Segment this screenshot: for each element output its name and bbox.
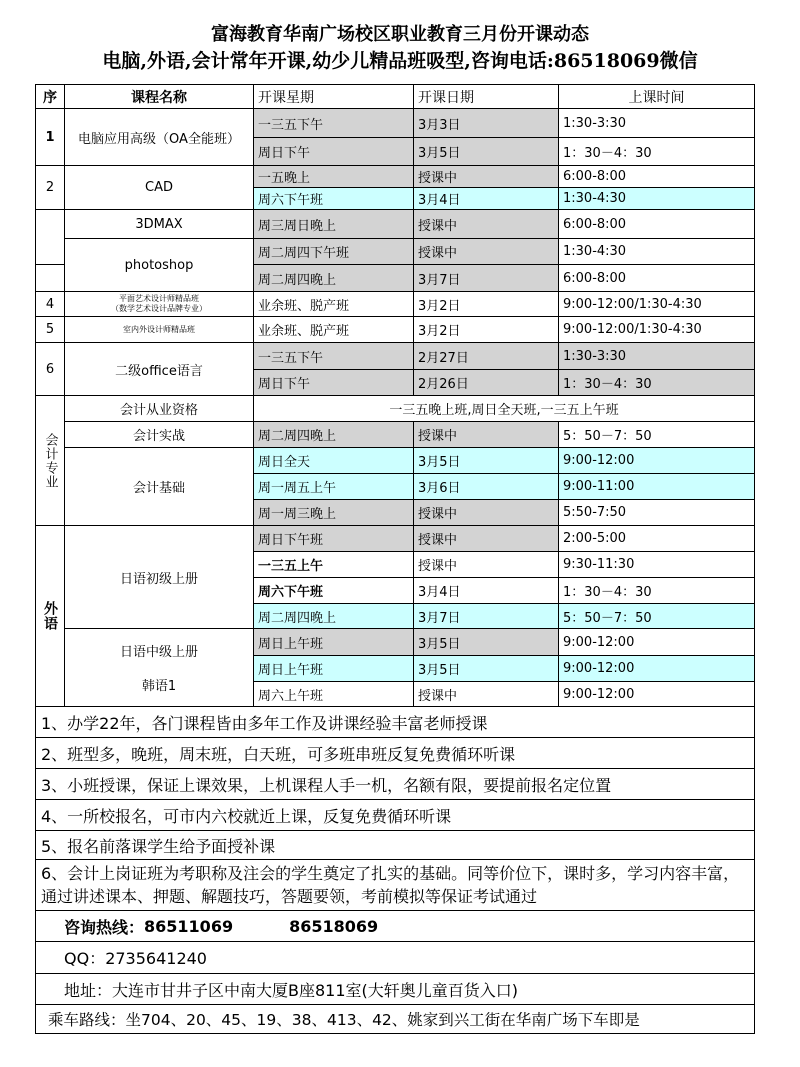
address-row: 地址：大连市甘井子区中南大厦B座811室(大轩奥儿童百货入口) xyxy=(35,973,755,1005)
row-weekday: 周二周四晚上 xyxy=(253,421,414,448)
row-weekday: 周二周四晚上 xyxy=(253,264,414,292)
row-merged-schedule: 一三五晚上班,周日全天班,一三五上午班 xyxy=(253,395,755,422)
page-subtitle: 电脑,外语,会计常年开课,幼少儿精品班吸型,咨询电话:86518069微信 xyxy=(102,50,698,72)
row-weekday: 一三五下午 xyxy=(253,108,414,138)
row-weekday: 业余班、脱产班 xyxy=(253,291,414,317)
course-office: 二级office语言 xyxy=(64,342,254,396)
row-weekday: 周一周三晚上 xyxy=(253,499,414,526)
row-weekday: 周三周日晚上 xyxy=(253,209,414,239)
course-oa: 电脑应用高级（OA全能班） xyxy=(64,108,254,166)
note-2: 2、班型多，晚班，周末班，白天班，可多班串班反复免费循环听课 xyxy=(35,737,755,769)
row-weekday: 业余班、脱产班 xyxy=(253,316,414,343)
row-time: 9:00-12:00 xyxy=(558,447,755,474)
row-date: 3月5日 xyxy=(413,447,559,474)
row-date: 3月4日 xyxy=(413,187,559,210)
row-time: 6:00-8:00 xyxy=(558,165,755,188)
row-time: 1：30－4：30 xyxy=(558,577,755,604)
row-time: 6:00-8:00 xyxy=(558,209,755,239)
row-date: 授课中 xyxy=(413,209,559,239)
row-date: 授课中 xyxy=(413,238,559,265)
row-time: 2:00-5:00 xyxy=(558,525,755,552)
row-date: 3月2日 xyxy=(413,316,559,343)
row-weekday: 周二周四晚上 xyxy=(253,603,414,629)
seq-1: 1 xyxy=(35,108,65,166)
row-weekday: 一五晚上 xyxy=(253,165,414,188)
header-time: 上课时间 xyxy=(558,84,755,109)
row-date: 2月27日 xyxy=(413,342,559,370)
seq-4: 4 xyxy=(35,291,65,317)
row-date: 3月5日 xyxy=(413,628,559,656)
row-date: 授课中 xyxy=(413,499,559,526)
course-3dmax: 3DMAX xyxy=(64,209,254,239)
row-time: 9:00-11:00 xyxy=(558,473,755,500)
row-weekday: 周六上午班 xyxy=(253,681,414,707)
row-weekday: 周日下午 xyxy=(253,369,414,396)
seq-6: 6 xyxy=(35,342,65,396)
row-date: 3月5日 xyxy=(413,655,559,682)
seq-accounting xyxy=(35,395,65,526)
course-graphic-line2: （数学艺术设计品牌专业） xyxy=(111,304,207,313)
row-weekday: 周六下午班 xyxy=(253,187,414,210)
row-time: 1:30-3:30 xyxy=(558,342,755,370)
course-interior-design: 室内外设计师精品班 xyxy=(64,316,254,343)
row-date: 授课中 xyxy=(413,681,559,707)
row-time: 9:30-11:30 xyxy=(558,551,755,578)
course-japanese-intermediate: 日语中级上册 xyxy=(119,644,198,660)
course-acc-basic: 会计基础 xyxy=(64,447,254,526)
row-weekday: 周二周四下午班 xyxy=(253,238,414,265)
row-time: 1：30－4：30 xyxy=(558,369,755,396)
course-japanese-korean xyxy=(64,628,254,707)
row-weekday: 周日全天 xyxy=(253,447,414,474)
seq-5: 5 xyxy=(35,316,65,343)
row-date: 授课中 xyxy=(413,551,559,578)
row-weekday: 周日下午 xyxy=(253,137,414,166)
row-weekday: 周一周五上午 xyxy=(253,473,414,500)
row-time: 5：50－7：50 xyxy=(558,603,755,629)
row-weekday: 周日下午班 xyxy=(253,525,414,552)
row-time: 1:30-4:30 xyxy=(558,238,755,265)
row-time: 5:50-7:50 xyxy=(558,499,755,526)
row-time: 1:30-4:30 xyxy=(558,187,755,210)
course-graphic-design xyxy=(64,291,254,317)
header-seq: 序 xyxy=(35,84,65,109)
row-weekday: 周日上午班 xyxy=(253,628,414,656)
course-korean: 韩语1 xyxy=(141,679,177,695)
row-weekday: 一三五上午 xyxy=(253,551,414,578)
row-time: 9:00-12:00 xyxy=(558,628,755,656)
row-date: 授课中 xyxy=(413,165,559,188)
row-date: 授课中 xyxy=(413,525,559,552)
row-date: 3月5日 xyxy=(413,137,559,166)
seq-foreign xyxy=(35,525,65,707)
header-course: 课程名称 xyxy=(64,84,254,109)
row-time: 9:00-12:00 xyxy=(558,681,755,707)
note-6: 6、会计上岗证班为考职称及注会的学生奠定了扎实的基础。同等价位下，课时多，学习内容丰富，通过讲述课本、押题、解题技巧，答题要领，考前模拟等保证考试通过 xyxy=(35,859,755,911)
note-4: 4、一所校报名，可市内六校就近上课，反复免费循环听课 xyxy=(35,799,755,831)
seq-empty xyxy=(35,209,65,265)
foreign-category-label: 外语 xyxy=(42,601,58,631)
row-date: 3月4日 xyxy=(413,577,559,604)
row-date: 3月7日 xyxy=(413,264,559,292)
accounting-category-label: 会计专业 xyxy=(42,432,58,489)
row-time: 9:00-12:00 xyxy=(558,655,755,682)
bus-route-row: 乘车路线：坐704、20、45、19、38、413、42、姚家到兴工街在华南广场下车即是 xyxy=(35,1004,755,1034)
row-date: 3月6日 xyxy=(413,473,559,500)
note-3: 3、小班授课，保证上课效果，上机课程人手一机，名额有限，要提前报名定位置 xyxy=(35,768,755,800)
page-title: 富海教育华南广场校区职业教育三月份开课动态 xyxy=(211,24,589,45)
hotline-phone-2: 86518069 xyxy=(289,916,379,936)
header-date: 开课日期 xyxy=(413,84,559,109)
hotline-row xyxy=(35,910,755,942)
header-weekday: 开课星期 xyxy=(253,84,414,109)
seq-2: 2 xyxy=(35,165,65,210)
row-time: 9:00-12:00/1:30-4:30 xyxy=(558,291,755,317)
row-date: 授课中 xyxy=(413,421,559,448)
qq-row: QQ：2735641240 xyxy=(35,941,755,974)
row-weekday: 周日上午班 xyxy=(253,655,414,682)
hotline-label: 咨询热线： xyxy=(64,917,145,937)
course-photoshop: photoshop xyxy=(64,238,254,292)
row-time: 9:00-12:00/1:30-4:30 xyxy=(558,316,755,343)
row-date: 3月2日 xyxy=(413,291,559,317)
course-acc-practice: 会计实战 xyxy=(64,421,254,448)
row-time: 5：50－7：50 xyxy=(558,421,755,448)
course-japanese-beginner: 日语初级上册 xyxy=(64,525,254,629)
row-weekday: 周六下午班 xyxy=(253,577,414,604)
row-date: 2月26日 xyxy=(413,369,559,396)
row-time: 1：30－4：30 xyxy=(558,137,755,166)
seq-empty xyxy=(35,264,65,292)
note-1: 1、办学22年，各门课程皆由多年工作及讲课经验丰富老师授课 xyxy=(35,706,755,738)
row-time: 6:00-8:00 xyxy=(558,264,755,292)
row-weekday: 一三五下午 xyxy=(253,342,414,370)
row-time: 1:30-3:30 xyxy=(558,108,755,138)
course-graphic-line1: 平面艺术设计师精品班 xyxy=(119,294,199,303)
hotline-phone-1: 86511069 xyxy=(144,916,234,936)
row-date: 3月3日 xyxy=(413,108,559,138)
course-acc-qualification: 会计从业资格 xyxy=(64,395,254,422)
course-cad: CAD xyxy=(64,165,254,210)
note-5: 5、报名前落课学生给予面授补课 xyxy=(35,830,755,860)
row-date: 3月7日 xyxy=(413,603,559,629)
